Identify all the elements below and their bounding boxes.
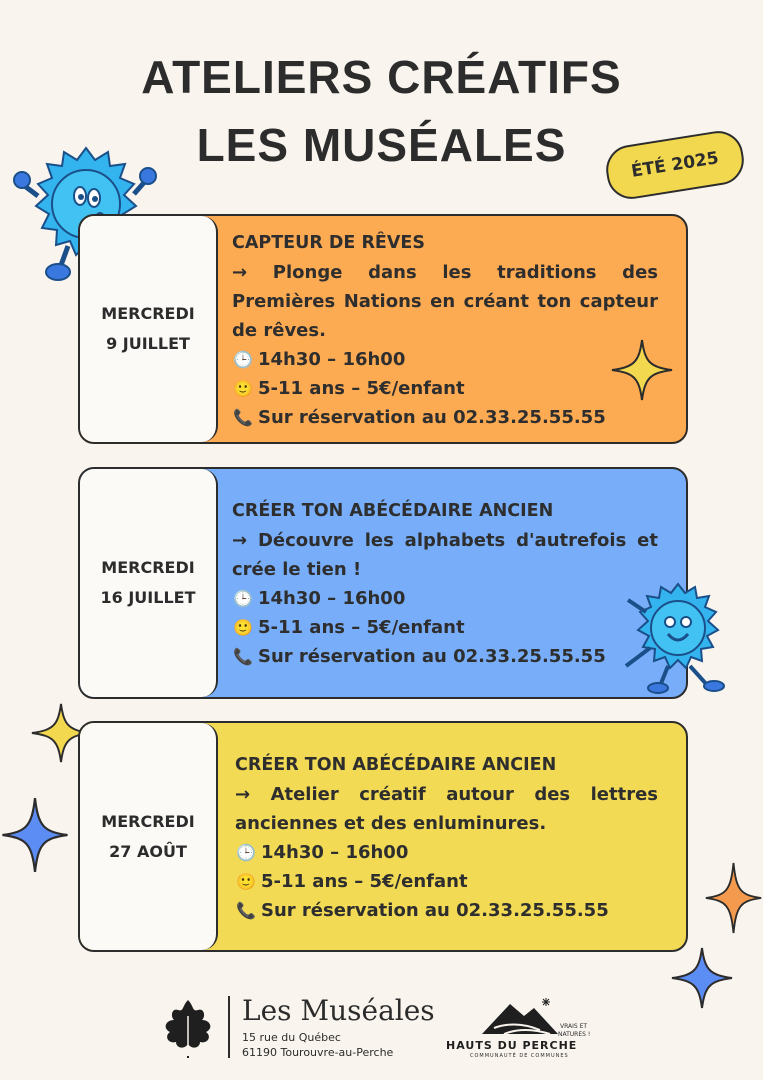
event-date: 9 JUILLET bbox=[106, 334, 190, 353]
phone-icon: 📞 bbox=[236, 901, 256, 920]
phone-icon: 📞 bbox=[233, 647, 253, 666]
event-age-price: 5-11 ans – 5€/enfant bbox=[261, 871, 468, 892]
event-card-3 bbox=[78, 721, 688, 952]
event-time: 14h30 – 16h00 bbox=[258, 588, 406, 609]
event-age-price: 5-11 ans – 5€/enfant bbox=[258, 617, 465, 638]
mountain-logo-icon bbox=[480, 994, 560, 1038]
museum-address-line-2: 61190 Tourouvre-au-Perche bbox=[242, 1046, 394, 1059]
page-title-line-1: ATELIERS CRÉATIFS bbox=[141, 51, 622, 103]
event-description: → Atelier créatif autour des lettres anciennes et des enluminures. bbox=[235, 784, 658, 834]
event-description: → Découvre les alphabets d'autrefois et crée le tien ! bbox=[232, 530, 658, 580]
sparkle-icon bbox=[610, 338, 674, 402]
event-title: CRÉER TON ABÉCÉDAIRE ANCIEN bbox=[232, 501, 554, 521]
event-booking: Sur réservation au 02.33.25.55.55 bbox=[258, 407, 606, 428]
partner-tagline-line-1: VRAIS ET bbox=[560, 1023, 588, 1030]
logo-divider bbox=[228, 996, 230, 1058]
partner-subtitle: COMMUNAUTÉ DE COMMUNES bbox=[470, 1053, 569, 1059]
clock-icon: 🕒 bbox=[236, 843, 256, 862]
season-badge: ÉTÉ 2025 bbox=[603, 128, 748, 203]
event-date: 16 JUILLET bbox=[100, 588, 196, 607]
sun-mascot-icon bbox=[620, 582, 730, 694]
event-day: MERCREDI bbox=[101, 304, 195, 323]
partner-name: HAUTS DU PERCHE bbox=[446, 1039, 578, 1052]
event-date-2 bbox=[80, 469, 218, 697]
event-date-3 bbox=[80, 723, 218, 950]
museum-name: Les Muséales bbox=[242, 994, 435, 1027]
sparkle-icon bbox=[0, 796, 70, 874]
sparkle-icon bbox=[670, 946, 734, 1010]
page-title-line-2: LES MUSÉALES bbox=[196, 119, 567, 171]
oak-leaf-logo-icon bbox=[158, 996, 220, 1058]
event-time: 14h30 – 16h00 bbox=[261, 842, 409, 863]
event-description: → Plonge dans les traditions des Premières Nations en créant ton capteur de rêves. bbox=[232, 262, 658, 341]
event-day: MERCREDI bbox=[101, 558, 195, 577]
event-age-price: 5-11 ans – 5€/enfant bbox=[258, 378, 465, 399]
event-time: 14h30 – 16h00 bbox=[258, 349, 406, 370]
event-card-1 bbox=[78, 214, 688, 444]
sparkle-icon bbox=[704, 860, 763, 936]
phone-icon: 📞 bbox=[233, 408, 253, 427]
clock-icon: 🕒 bbox=[233, 589, 253, 608]
event-booking: Sur réservation au 02.33.25.55.55 bbox=[261, 900, 609, 921]
event-title: CRÉER TON ABÉCÉDAIRE ANCIEN bbox=[235, 755, 557, 775]
child-icon: 🙂 bbox=[236, 872, 256, 891]
clock-icon: 🕒 bbox=[233, 350, 253, 369]
event-date: 27 AOÛT bbox=[109, 841, 187, 861]
event-booking: Sur réservation au 02.33.25.55.55 bbox=[258, 646, 606, 667]
event-details-3 bbox=[235, 751, 658, 925]
event-day: MERCREDI bbox=[101, 811, 195, 831]
museum-address-line-1: 15 rue du Québec bbox=[242, 1031, 341, 1044]
child-icon: 🙂 bbox=[233, 379, 253, 398]
child-icon: 🙂 bbox=[233, 618, 253, 637]
event-details-1 bbox=[232, 229, 658, 432]
event-details-2 bbox=[232, 497, 658, 671]
event-card-2 bbox=[78, 467, 688, 699]
event-title: CAPTEUR DE RÊVES bbox=[232, 233, 425, 253]
partner-tagline-line-2: NATURES ! bbox=[558, 1031, 591, 1038]
event-date-1 bbox=[80, 216, 218, 442]
